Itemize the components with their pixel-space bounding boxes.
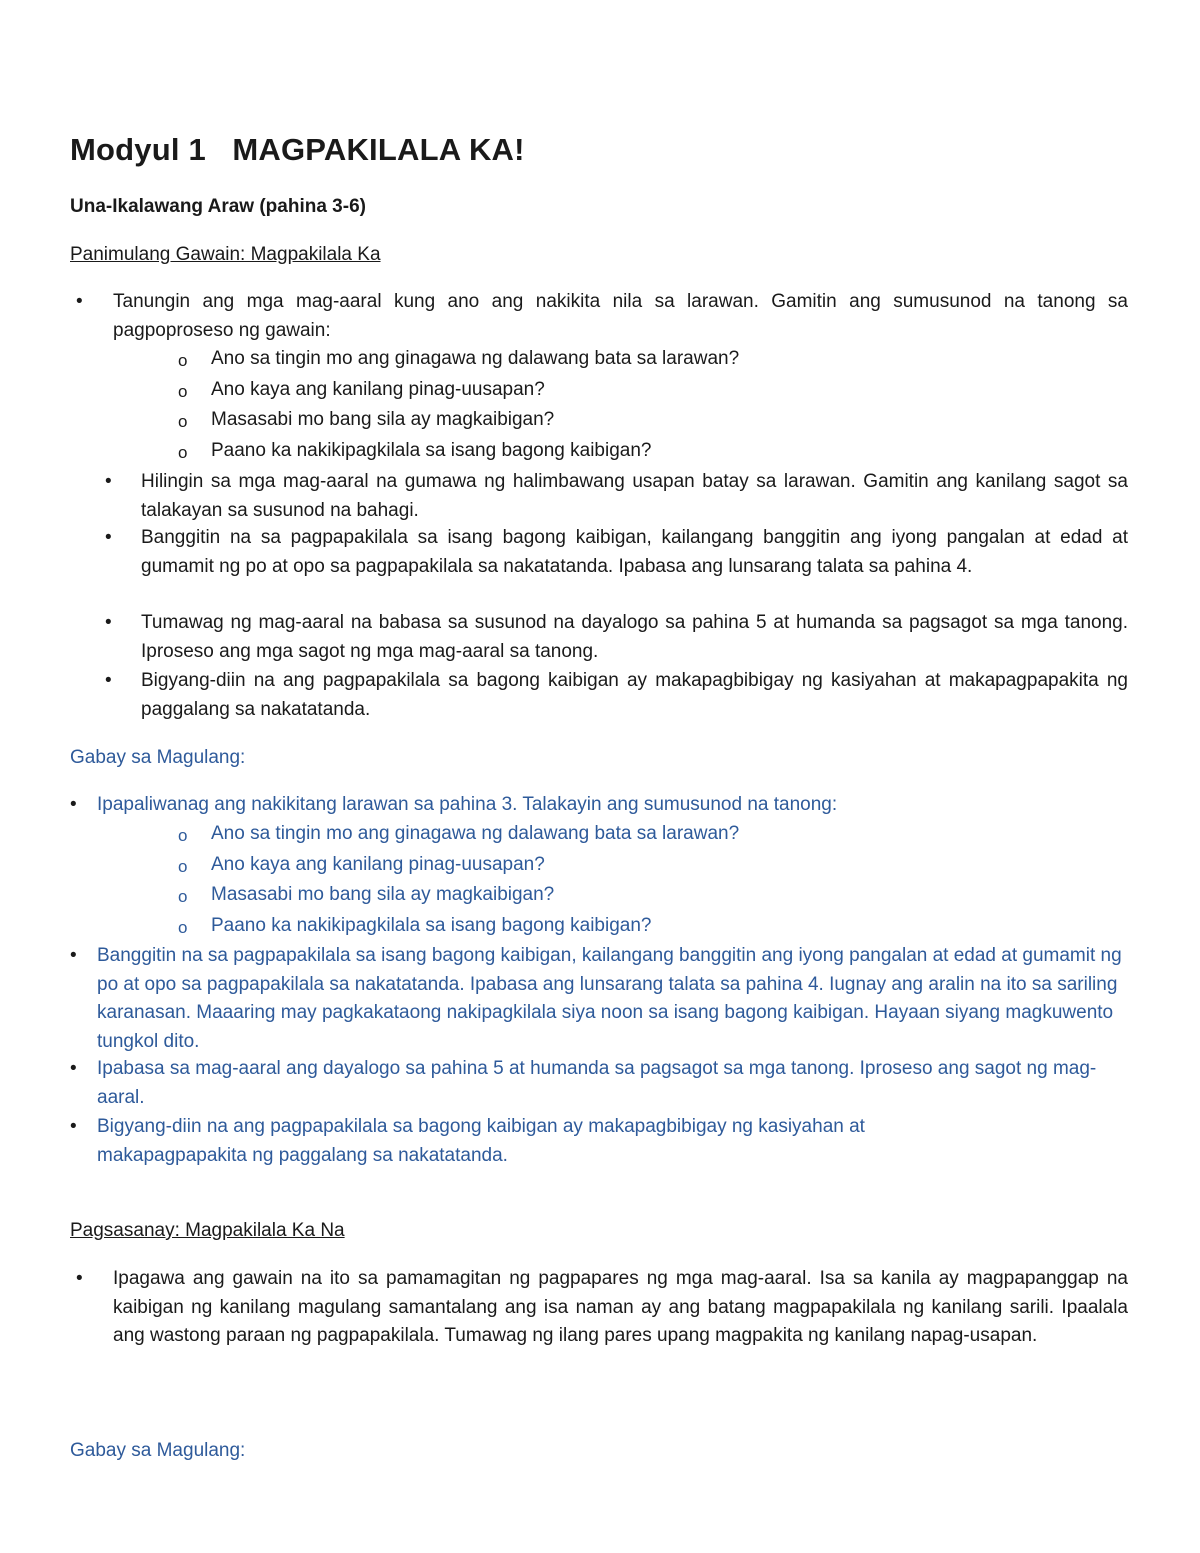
guide-sub-list-item: Paano ka nakikipagkilala sa isang bagong kaibigan? bbox=[211, 915, 652, 936]
section-heading-panimulang-gawain: Panimulang Gawain: Magpakilala Ka bbox=[70, 244, 381, 265]
lesson-subtitle: Una-Ikalawang Araw (pahina 3-6) bbox=[70, 196, 366, 217]
circle-bullet-icon: o bbox=[178, 351, 188, 370]
guide-sub-list-item: Ano sa tingin mo ang ginagawa ng dalawang bata sa larawan? bbox=[211, 823, 740, 844]
sub-list-item: Ano kaya ang kanilang pinag-uusapan? bbox=[211, 379, 545, 400]
sub-list-item: Paano ka nakikipagkilala sa isang bagong kaibigan? bbox=[211, 440, 652, 461]
parent-guide-heading: Gabay sa Magulang: bbox=[70, 1440, 246, 1461]
list-item: Ipagawa ang gawain na ito sa pamamagitan ng pagpapares ng mga mag-aaral. Isa sa kanila ay magpapanggap na kaibigan ng kanilang magulang samantalang ang isa naman ay ang batang magpapakilala ng kanilang sarili. Ipaalala ang wastong paraan ng pagpapakilala. Tumawag ng ilang pares upang magpakita ng kanilang napag-usapan. bbox=[113, 1268, 1128, 1346]
bullet-icon: • bbox=[70, 1116, 77, 1137]
bullet-icon: • bbox=[70, 945, 77, 966]
circle-bullet-icon: o bbox=[178, 918, 188, 937]
bullet-icon: • bbox=[105, 471, 112, 492]
guide-list-item: Bigyang-diin na ang pagpapakilala sa bagong kaibigan ay makapagbibigay ng kasiyahan at makapagpapakita ng paggalang sa nakatatanda. bbox=[97, 1116, 865, 1166]
bullet-icon: • bbox=[105, 612, 112, 633]
bullet-icon: • bbox=[105, 527, 112, 548]
list-item: Banggitin na sa pagpapakilala sa isang bagong kaibigan, kailangang banggitin ang iyong pangalan at edad at gumamit ng po at opo sa pagpapakilala sa nakatatanda. Ipabasa ang lunsarang talata sa pahina 4. bbox=[141, 527, 1128, 577]
guide-list-item: Banggitin na sa pagpapakilala sa isang bagong kaibigan, kailangang banggitin ang iyong pangalan at edad at gumamit ng po at opo sa pagpapakilala sa nakatatanda. Ipabasa ang lunsarang talata sa pahina 4. Iugnay ang aralin na ito sa sariling karanasan. Maaaring may pagkakataong nakipagkilala siya noon sa isang bagong kaibigan. Hayaan siyang magkuwento tungkol dito. bbox=[97, 945, 1122, 1052]
guide-sub-list-item: Masasabi mo bang sila ay magkaibigan? bbox=[211, 884, 555, 905]
section-heading-pagsasanay: Pagsasanay: Magpakilala Ka Na bbox=[70, 1220, 345, 1241]
circle-bullet-icon: o bbox=[178, 826, 188, 845]
sub-list-item: Masasabi mo bang sila ay magkaibigan? bbox=[211, 409, 555, 430]
sub-list-item: Ano sa tingin mo ang ginagawa ng dalawang bata sa larawan? bbox=[211, 348, 740, 369]
bullet-icon: • bbox=[76, 291, 83, 312]
guide-list-item: Ipapaliwanag ang nakikitang larawan sa pahina 3. Talakayin ang sumusunod na tanong: bbox=[97, 794, 838, 815]
bullet-icon: • bbox=[70, 1058, 77, 1079]
circle-bullet-icon: o bbox=[178, 443, 188, 462]
guide-sub-list-item: Ano kaya ang kanilang pinag-uusapan? bbox=[211, 854, 545, 875]
guide-list-item: Ipabasa sa mag-aaral ang dayalogo sa pahina 5 at humanda sa pagsagot sa mga tanong. Iproseso ang sagot ng mag-aaral. bbox=[97, 1058, 1097, 1108]
circle-bullet-icon: o bbox=[178, 412, 188, 431]
list-item: Tumawag ng mag-aaral na babasa sa susunod na dayalogo sa pahina 5 at humanda sa pagsagot sa mga tanong. Iproseso ang mga sagot ng mga mag-aaral sa tanong. bbox=[141, 612, 1128, 662]
circle-bullet-icon: o bbox=[178, 887, 188, 906]
list-item: Bigyang-diin na ang pagpapakilala sa bagong kaibigan ay makapagbibigay ng kasiyahan at makapagpapakita ng paggalang sa nakatatanda. bbox=[141, 670, 1128, 720]
list-item: Tanungin ang mga mag-aaral kung ano ang nakikita nila sa larawan. Gamitin ang sumusunod na tanong sa pagpoproseso ng gawain: bbox=[113, 291, 1128, 341]
bullet-icon: • bbox=[70, 794, 77, 815]
circle-bullet-icon: o bbox=[178, 382, 188, 401]
bullet-icon: • bbox=[76, 1268, 83, 1289]
parent-guide-heading: Gabay sa Magulang: bbox=[70, 747, 246, 768]
page-title: Modyul 1 MAGPAKILALA KA! bbox=[70, 132, 525, 167]
bullet-icon: • bbox=[105, 670, 112, 691]
circle-bullet-icon: o bbox=[178, 857, 188, 876]
list-item: Hilingin sa mga mag-aaral na gumawa ng halimbawang usapan batay sa larawan. Gamitin ang kanilang sagot sa talakayan sa susunod na bahagi. bbox=[141, 471, 1128, 521]
